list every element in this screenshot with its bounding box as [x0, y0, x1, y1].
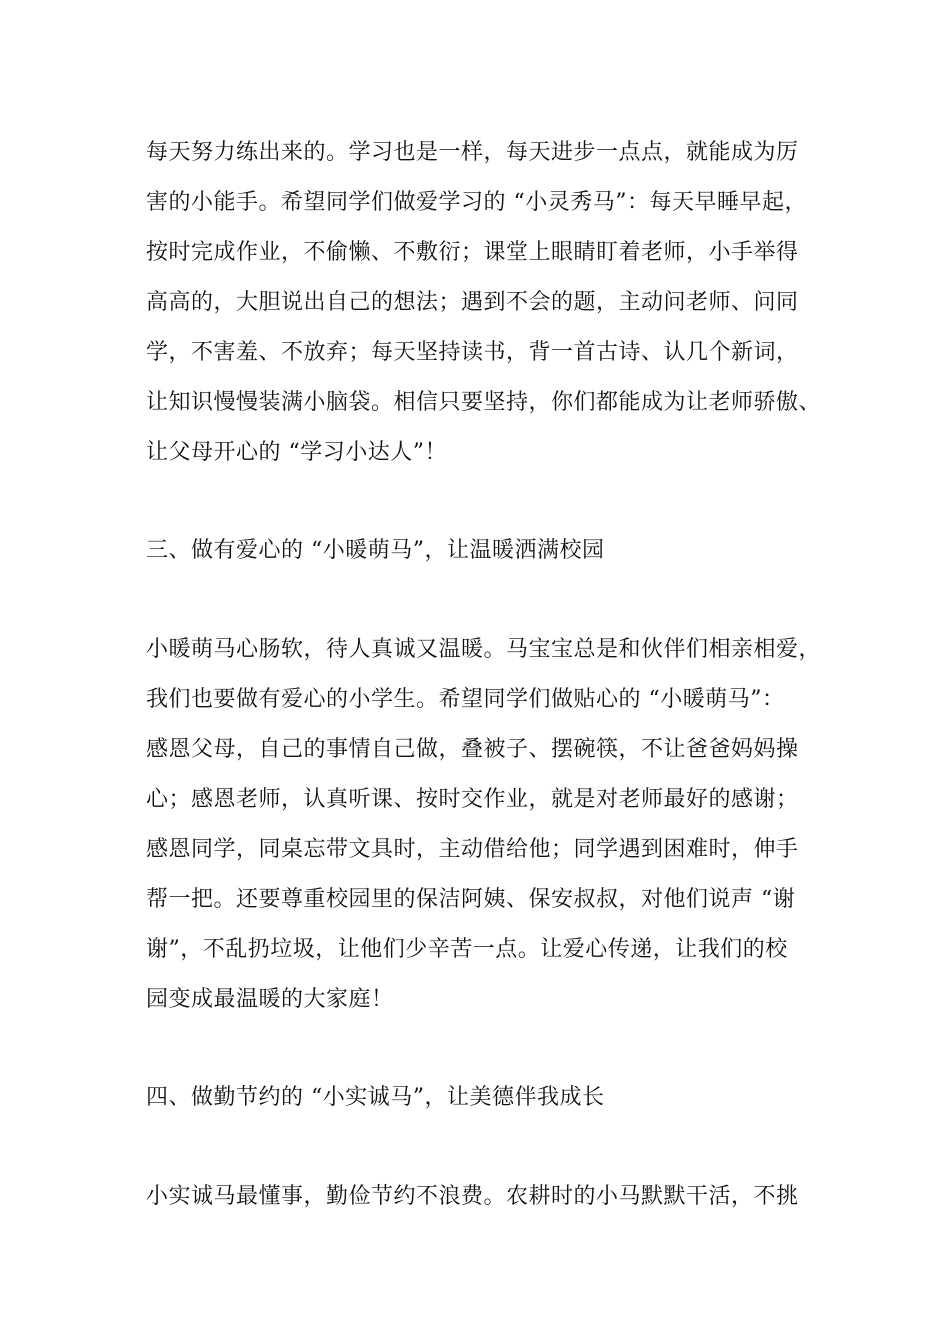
paragraph-1-line-2: 害的小能手。希望同学们做爱学习的 “小灵秀马”：每天早睡早起， — [146, 190, 807, 215]
paragraph-1-line-3: 按时完成作业，不偷懒、不敷衍；课堂上眼睛盯着老师，小手举得 — [146, 240, 799, 265]
paragraph-1-line-4: 高高的，大胆说出自己的想法；遇到不会的题，主动问老师、问同 — [146, 290, 799, 315]
paragraph-3-line-2: 我们也要做有爱心的小学生。希望同学们做贴心的 “小暖萌马”： — [146, 687, 785, 712]
paragraph-1-line-6: 让知识慢慢装满小脑袋。相信只要坚持，你们都能成为让老师骄傲、 — [146, 390, 822, 415]
paragraph-1-line-7: 让父母开心的 “学习小达人”！ — [146, 440, 447, 465]
paragraph-4-line-1: 小实诚马最懂事，勤俭节约不浪费。农耕时的小马默默干活，不挑 — [146, 1184, 799, 1209]
section-heading-4: 四、做勤节约的 “小实诚马”，让美德伴我成长 — [146, 1085, 605, 1110]
paragraph-3-line-8: 园变成最温暖的大家庭！ — [146, 987, 394, 1012]
section-heading-3: 三、做有爱心的 “小暖萌马”，让温暖洒满校园 — [146, 538, 605, 563]
paragraph-3-line-4: 心；感恩老师，认真听课、按时交作业，就是对老师最好的感谢； — [146, 787, 799, 812]
paragraph-3-line-1: 小暖萌马心肠软，待人真诚又温暖。马宝宝总是和伙伴们相亲相爱， — [146, 637, 822, 662]
paragraph-1-line-5: 学，不害羞、不放弃；每天坚持读书，背一首古诗、认几个新词， — [146, 340, 799, 365]
paragraph-3-line-3: 感恩父母，自己的事情自己做，叠被子、摆碗筷，不让爸爸妈妈操 — [146, 737, 799, 762]
paragraph-3-line-7: 谢”，不乱扔垃圾，让他们少辛苦一点。让爱心传递，让我们的校 — [146, 937, 788, 962]
paragraph-1-line-1: 每天努力练出来的。学习也是一样，每天进步一点点，就能成为厉 — [146, 140, 799, 165]
paragraph-3-line-6: 帮一把。还要尊重校园里的保洁阿姨、保安叔叔，对他们说声 “谢 — [146, 887, 796, 912]
paragraph-3-line-5: 感恩同学，同桌忘带文具时，主动借给他；同学遇到困难时，伸手 — [146, 837, 799, 862]
